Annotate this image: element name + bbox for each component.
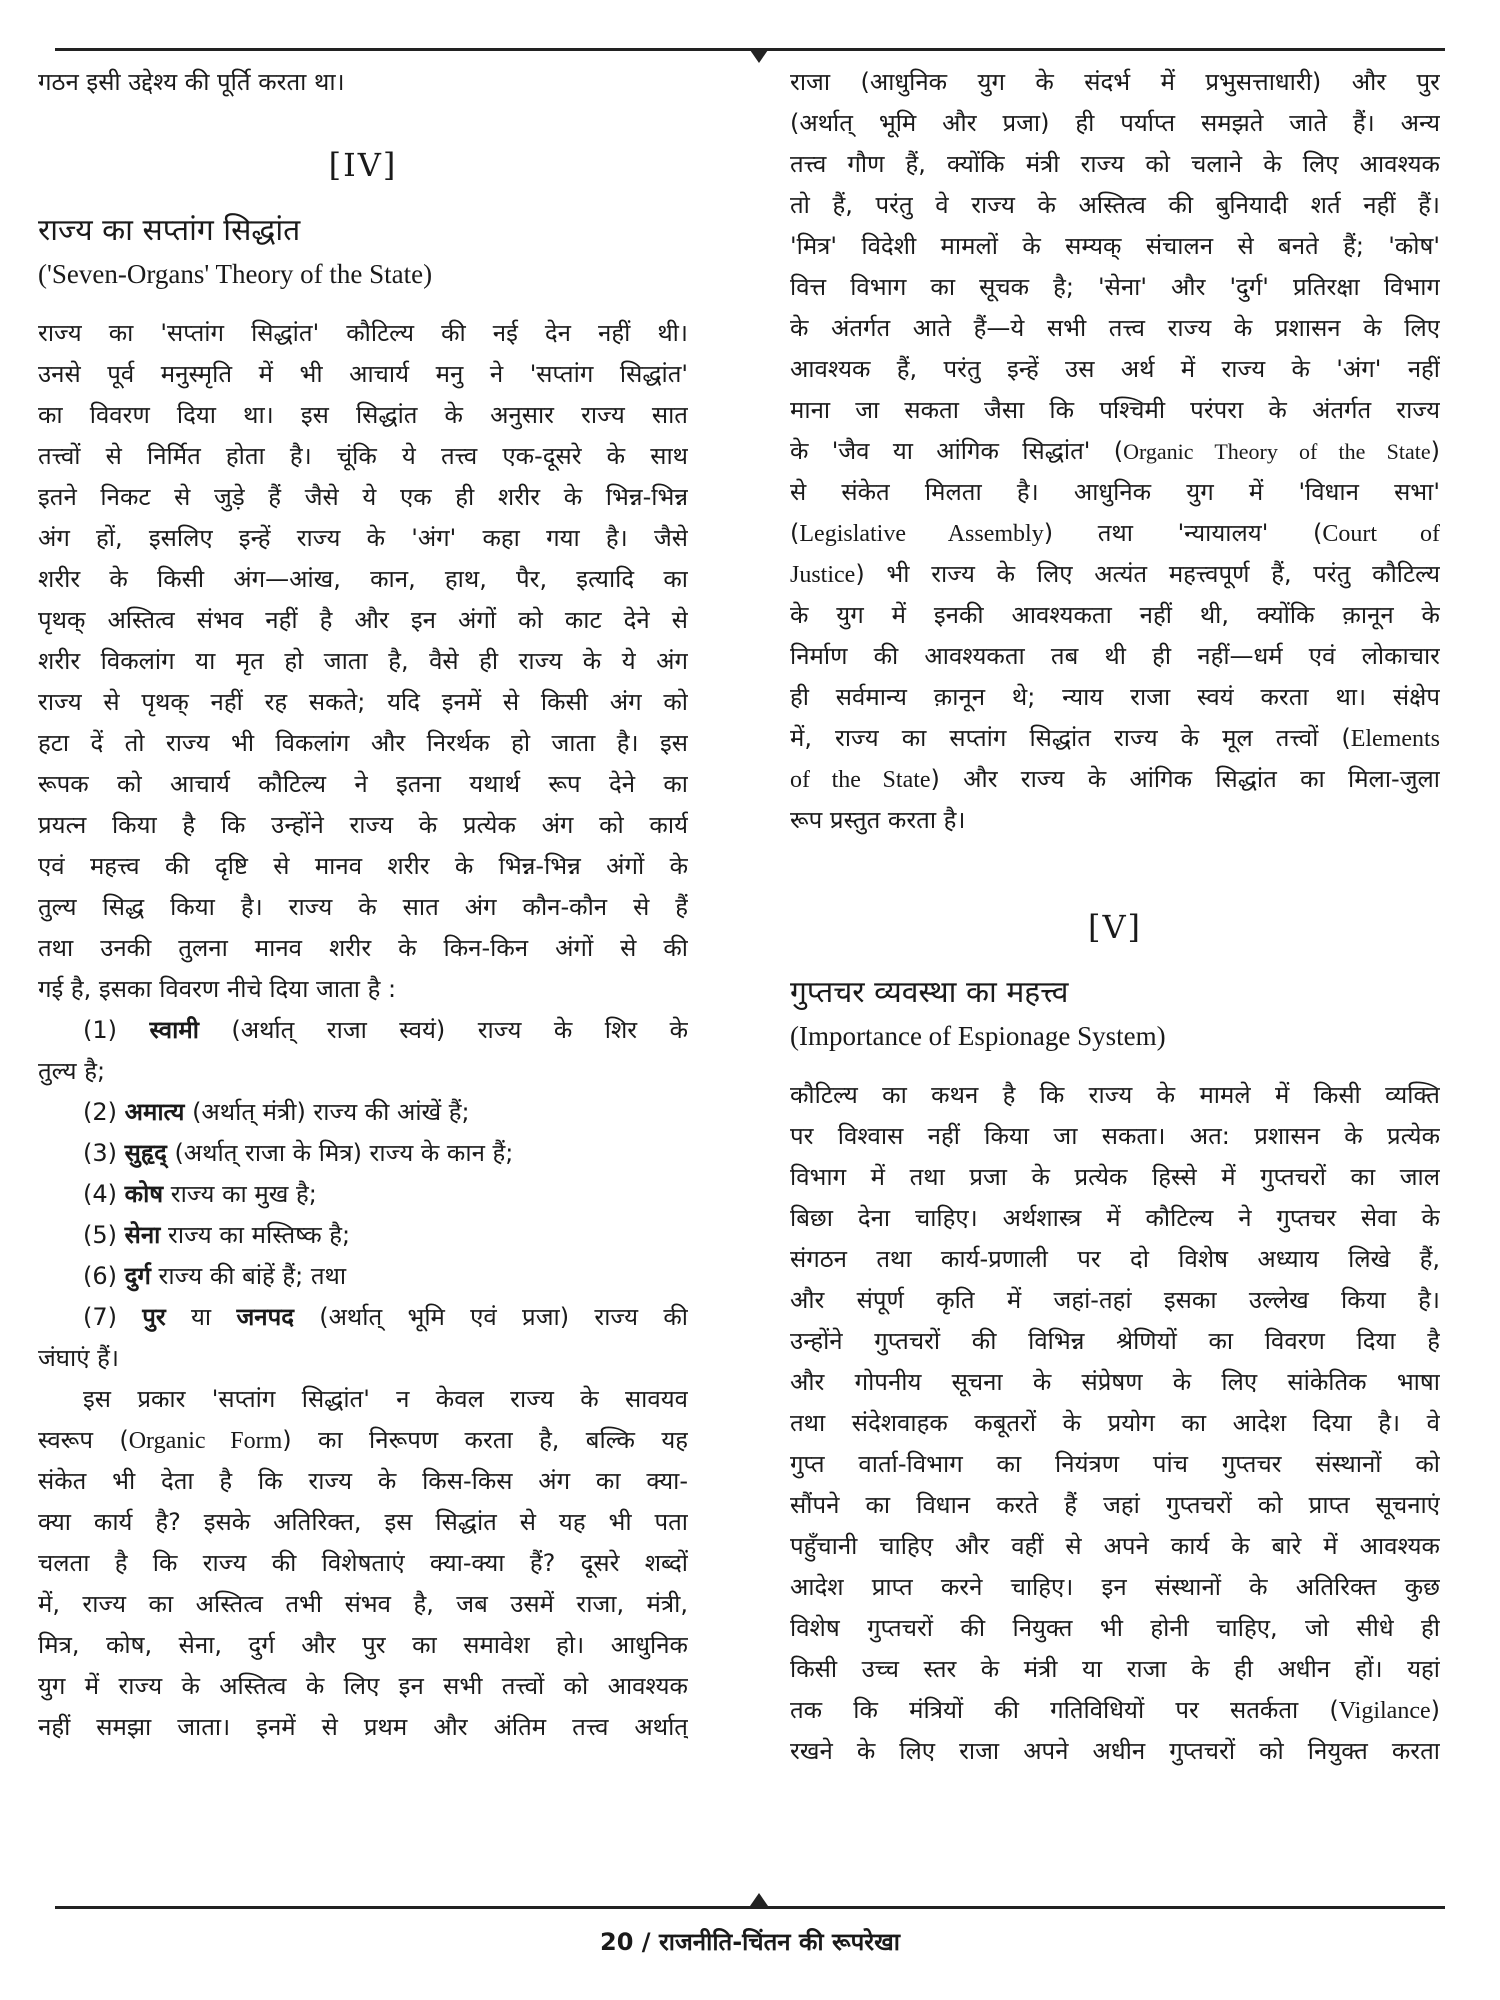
text-line: तत्त्व गौण हैं, क्योंकि मंत्री राज्य को चलाने के लिए आवश्यक bbox=[790, 150, 1440, 178]
text-line: ही सर्वमान्य क़ानून थे; न्याय राजा स्वयं करता था। संक्षेप bbox=[790, 683, 1440, 711]
text-line: माना जा सकता जैसा कि पश्चिमी परंपरा के अंतर्गत राज्य bbox=[790, 396, 1440, 424]
text-line: पहुँचानी चाहिए और वहीं से अपने कार्य के बारे में आवश्यक bbox=[790, 1532, 1440, 1560]
text-line: नहीं समझा जाता। इनमें से प्रथम और अंतिम तत्त्व अर्थात् bbox=[38, 1713, 688, 1741]
text-line: विभाग में तथा प्रजा के प्रत्येक हिस्से में गुप्तचरों का जाल bbox=[790, 1163, 1440, 1191]
text-line: चलता है कि राज्य की विशेषताएं क्या-क्या हैं? दूसरे शब्दों bbox=[38, 1549, 688, 1577]
right-column bbox=[790, 62, 1440, 1772]
text-line: (Legislative Assembly) तथा 'न्यायालय' (Court of bbox=[790, 519, 1440, 547]
text-line: राजा (आधुनिक युग के संदर्भ में प्रभुसत्ताधारी) और पुर bbox=[790, 68, 1440, 96]
text-line: और संपूर्ण कृति में जहां-तहां इसका उल्लेख किया है। bbox=[790, 1286, 1440, 1314]
text-line: तथा उनकी तुलना मानव शरीर के किन-किन अंगों से की bbox=[38, 934, 688, 962]
text-line: उनसे पूर्व मनुस्मृति में भी आचार्य मनु ने 'सप्तांग सिद्धांत' bbox=[38, 360, 688, 388]
paragraph-saptanga-summary bbox=[38, 1379, 688, 1748]
text-line: बिछा देना चाहिए। अर्थशास्त्र में कौटिल्य ने गुप्तचर सेवा के bbox=[790, 1204, 1440, 1232]
book-title: राजनीति-चिंतन की रूपरेखा bbox=[658, 1928, 900, 1956]
organ-term: स्वामी bbox=[149, 1016, 199, 1044]
section-title-hindi: राज्य का सप्तांग सिद्धांत bbox=[38, 213, 301, 248]
organ-term: कोष bbox=[124, 1180, 164, 1208]
organs-list bbox=[38, 1010, 688, 1379]
text-line: गठन इसी उद्देश्य की पूर्ति करता था। bbox=[38, 68, 345, 96]
text-line: के युग में इनकी आवश्यकता नहीं थी, क्योंकि क़ानून के bbox=[790, 601, 1440, 629]
text-line: मित्र, कोष, सेना, दुर्ग और पुर का समावेश हो। आधुनिक bbox=[38, 1631, 688, 1659]
text-line: इतने निकट से जुड़े हैं जैसे ये एक ही शरीर के भिन्न-भिन्न bbox=[38, 483, 688, 511]
text-line: सौंपने का विधान करते हैं जहां गुप्तचरों को प्राप्त सूचनाएं bbox=[790, 1491, 1440, 1519]
text-line: का विवरण दिया था। इस सिद्धांत के अनुसार राज्य सात bbox=[38, 401, 688, 429]
text-line: शरीर के किसी अंग—आंख, कान, हाथ, पैर, इत्यादि का bbox=[38, 565, 688, 593]
text-line: रूपक को आचार्य कौटिल्य ने इतना यथार्थ रूप देने का bbox=[38, 770, 688, 798]
paragraph-espionage bbox=[790, 1075, 1440, 1772]
text-line: तुल्य सिद्ध किया है। राज्य के सात अंग कौन-कौन से हैं bbox=[38, 893, 688, 921]
page-footer: 20 / राजनीति-चिंतन की रूपरेखा bbox=[600, 1928, 900, 1956]
text-line: स्वरूप (Organic Form) का निरूपण करता है, बल्कि यह bbox=[38, 1426, 688, 1454]
text-line: संगठन तथा कार्य-प्रणाली पर दो विशेष अध्याय लिखे हैं, bbox=[790, 1245, 1440, 1273]
text-line: क्या कार्य है? इसके अतिरिक्त, इस सिद्धांत से यह भी पता bbox=[38, 1508, 688, 1536]
text-line: आवश्यक हैं, परंतु इन्हें उस अर्थ में राज्य के 'अंग' नहीं bbox=[790, 355, 1440, 383]
left-column bbox=[38, 62, 688, 1748]
organ-term: दुर्ग bbox=[124, 1262, 151, 1290]
text-line: पर विश्वास नहीं किया जा सकता। अत: प्रशासन के प्रत्येक bbox=[790, 1122, 1440, 1150]
text-line: शरीर विकलांग या मृत हो जाता है, वैसे ही राज्य के ये अंग bbox=[38, 647, 688, 675]
list-item-continuation: जंघाएं हैं। bbox=[38, 1344, 119, 1372]
section-numeral-iv: [IV] bbox=[328, 146, 398, 184]
list-item: (1) स्वामी (अर्थात् राजा स्वयं) राज्य के शिर के bbox=[83, 1016, 688, 1044]
text-line: में, राज्य का अस्तित्व तभी संभव है, जब उसमें राजा, मंत्री, bbox=[38, 1590, 688, 1618]
list-item: (3) सुहृद् (अर्थात् राजा के मित्र) राज्य के कान हैं; bbox=[83, 1139, 514, 1167]
text-line: किसी उच्च स्तर के मंत्री या राजा के ही अधीन हों। यहां bbox=[790, 1655, 1440, 1683]
text-line: उन्होंने गुप्तचरों की विभिन्न श्रेणियों का विवरण दिया है bbox=[790, 1327, 1440, 1355]
text-line: तथा संदेशवाहक कबूतरों के प्रयोग का आदेश दिया है। वे bbox=[790, 1409, 1440, 1437]
text-line: कौटिल्य का कथन है कि राज्य के मामले में किसी व्यक्ति bbox=[790, 1081, 1440, 1109]
text-line: of the State) और राज्य के आंगिक सिद्धांत का मिला-जुला bbox=[790, 765, 1440, 793]
text-line: 'मित्र' विदेशी मामलों के सम्यक् संचालन से बनते हैं; 'कोष' bbox=[790, 232, 1440, 260]
organ-term: सुहृद् bbox=[124, 1139, 167, 1167]
text-line: विशेष गुप्तचरों की नियुक्त भी होनी चाहिए, जो सीधे ही bbox=[790, 1614, 1440, 1642]
text-line: के अंतर्गत आते हैं—ये सभी तत्त्व राज्य के प्रशासन के लिए bbox=[790, 314, 1440, 342]
list-item: (7) पुर या जनपद (अर्थात् भूमि एवं प्रजा) राज्य की bbox=[83, 1303, 688, 1331]
list-item: (4) कोष राज्य का मुख है; bbox=[83, 1180, 317, 1208]
page-number: 20 bbox=[600, 1928, 634, 1956]
section-title-hindi: गुप्तचर व्यवस्था का महत्त्व bbox=[790, 975, 1069, 1010]
section-numeral-v: [V] bbox=[1087, 908, 1143, 946]
text-line: वित्त विभाग का सूचक है; 'सेना' और 'दुर्ग' प्रतिरक्षा विभाग bbox=[790, 273, 1440, 301]
text-line: राज्य से पृथक् नहीं रह सकते; यदि इनमें से किसी अंग को bbox=[38, 688, 688, 716]
list-item: (5) सेना राज्य का मस्तिष्क है; bbox=[83, 1221, 351, 1249]
text-line: तक कि मंत्रियों की गतिविधियों पर सतर्कता (Vigilance) bbox=[790, 1696, 1440, 1724]
section-title-english: (Importance of Espionage System) bbox=[790, 1021, 1166, 1051]
organ-term: सेना bbox=[124, 1221, 161, 1249]
text-line: प्रयत्न किया है कि उन्होंने राज्य के प्रत्येक अंग को कार्य bbox=[38, 811, 688, 839]
organ-term: जनपद bbox=[236, 1303, 294, 1331]
text-line: तत्त्वों से निर्मित होता है। चूंकि ये तत्त्व एक-दूसरे के साथ bbox=[38, 442, 688, 470]
organ-term: पुर bbox=[142, 1303, 166, 1331]
list-item: (6) दुर्ग राज्य की बांहें हैं; तथा bbox=[83, 1262, 347, 1290]
section-title-english: ('Seven-Organs' Theory of the State) bbox=[38, 259, 433, 289]
text-line: एवं महत्त्व की दृष्टि से मानव शरीर के भिन्न-भिन्न अंगों के bbox=[38, 852, 688, 880]
top-rule-marker bbox=[750, 50, 768, 63]
text-line: (अर्थात् भूमि और प्रजा) ही पर्याप्त समझते जाते हैं। अन्य bbox=[790, 109, 1440, 137]
text-line: निर्माण की आवश्यकता तब थी ही नहीं—धर्म एवं लोकाचार bbox=[790, 642, 1440, 670]
text-line: और गोपनीय सूचना के संप्रेषण के लिए सांकेतिक भाषा bbox=[790, 1368, 1440, 1396]
list-item-continuation: तुल्य है; bbox=[38, 1057, 106, 1085]
paragraph-saptanga-intro bbox=[38, 313, 688, 1010]
text-line: गई है, इसका विवरण नीचे दिया जाता है : bbox=[38, 975, 397, 1003]
text-line: युग में राज्य के अस्तित्व के लिए इन सभी तत्त्वों को आवश्यक bbox=[38, 1672, 688, 1700]
text-line: से संकेत मिलता है। आधुनिक युग में 'विधान सभा' bbox=[790, 478, 1440, 506]
text-line: इस प्रकार 'सप्तांग सिद्धांत' न केवल राज्य के सावयव bbox=[83, 1385, 688, 1413]
list-item: (2) अमात्य (अर्थात् मंत्री) राज्य की आंखें हैं; bbox=[83, 1098, 470, 1126]
text-line: में, राज्य का सप्तांग सिद्धांत राज्य के मूल तत्त्वों (Elements bbox=[790, 724, 1440, 752]
organ-term: अमात्य bbox=[124, 1098, 185, 1126]
bottom-rule-marker bbox=[750, 1893, 768, 1906]
text-line: आदेश प्राप्त करने चाहिए। इन संस्थानों के अतिरिक्त कुछ bbox=[790, 1573, 1440, 1601]
text-line: अंग हों, इसलिए इन्हें राज्य के 'अंग' कहा गया है। जैसे bbox=[38, 524, 688, 552]
text-line: राज्य का 'सप्तांग सिद्धांत' कौटिल्य की नई देन नहीं थी। bbox=[38, 319, 688, 347]
paragraph-modern-state bbox=[790, 62, 1440, 841]
text-line: तो हैं, परंतु वे राज्य के अस्तित्व की बुनियादी शर्त नहीं हैं। bbox=[790, 191, 1440, 219]
text-line: पृथक् अस्तित्व संभव नहीं है और इन अंगों को काट देने से bbox=[38, 606, 688, 634]
intro-text bbox=[38, 62, 688, 103]
text-line: हटा दें तो राज्य भी विकलांग और निरर्थक हो जाता है। इस bbox=[38, 729, 688, 757]
text-line: Justice) भी राज्य के लिए अत्यंत महत्त्वपूर्ण हैं, परंतु कौटिल्य bbox=[790, 560, 1440, 588]
text-line: संकेत भी देता है कि राज्य के किस-किस अंग का क्या- bbox=[38, 1467, 688, 1495]
text-line: रूप प्रस्तुत करता है। bbox=[790, 806, 966, 834]
text-line: रखने के लिए राजा अपने अधीन गुप्तचरों को नियुक्त करता bbox=[790, 1737, 1440, 1765]
text-line: के 'जैव या आंगिक सिद्धांत' (Organic Theory of the State) bbox=[790, 437, 1440, 465]
bottom-rule bbox=[55, 1906, 1445, 1909]
text-line: गुप्त वार्ता-विभाग का नियंत्रण पांच गुप्तचर संस्थानों को bbox=[790, 1450, 1440, 1478]
